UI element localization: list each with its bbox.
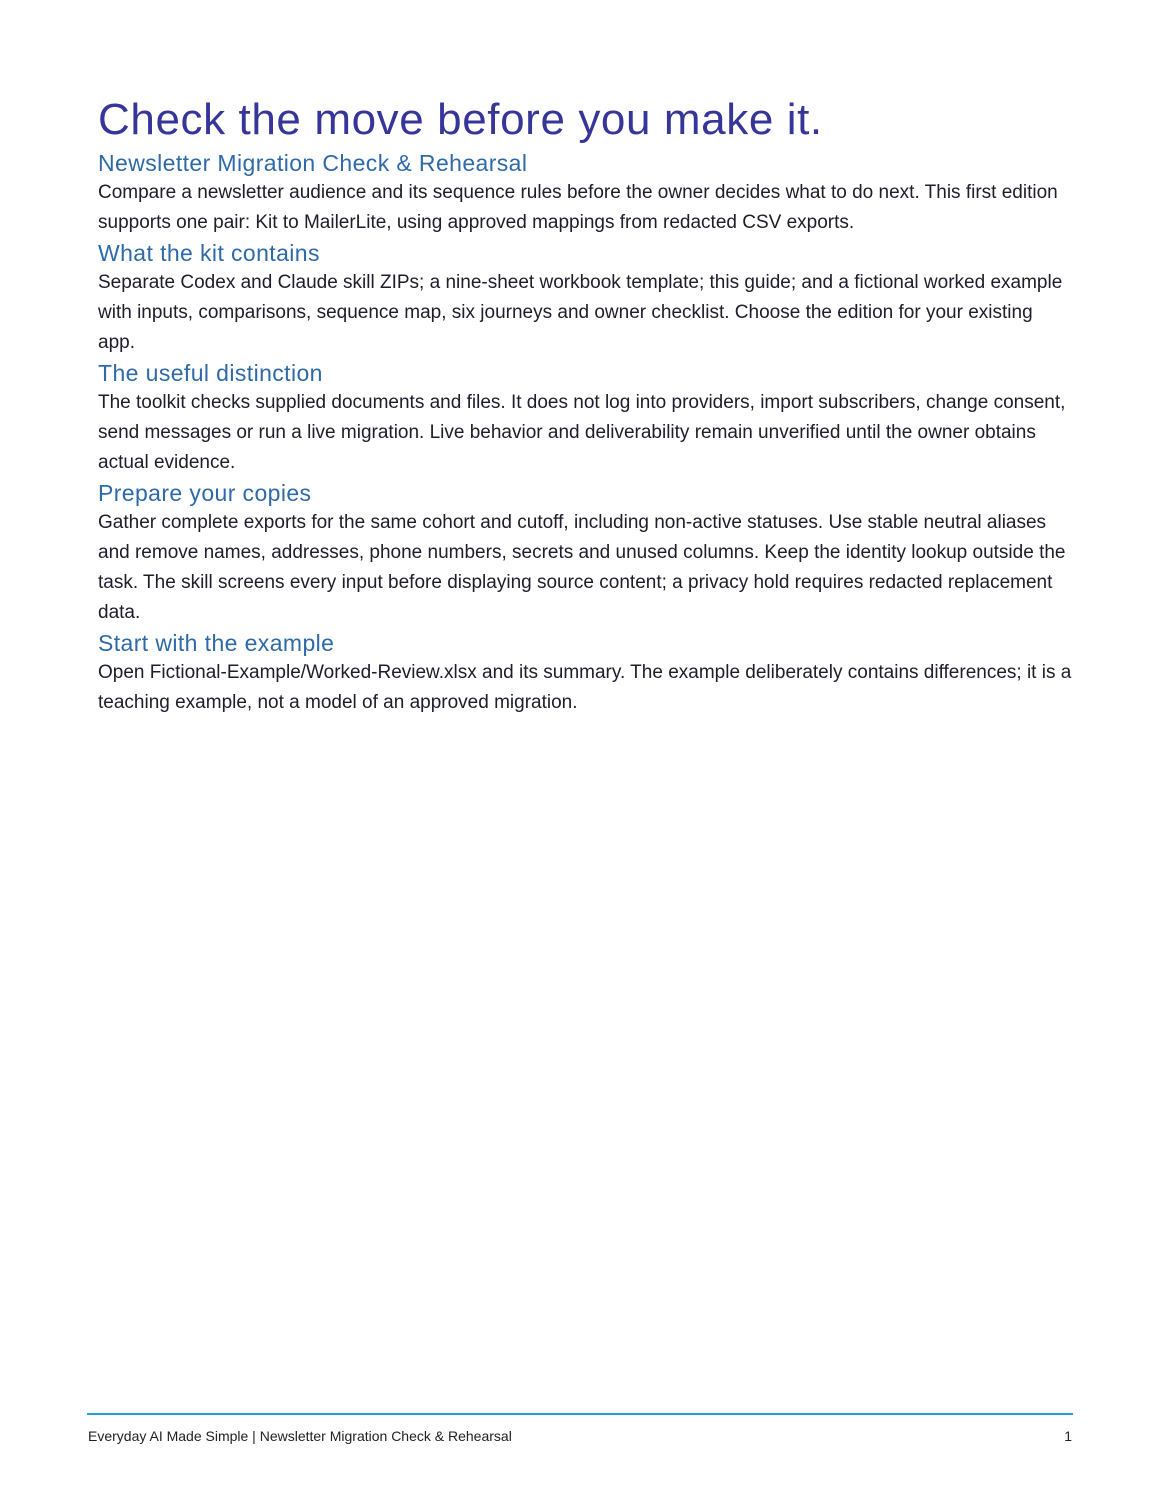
- intro-paragraph: Compare a newsletter audience and its sequence rules before the owner decides what to do next. This first edition supports one pair: Kit to MailerLite, using approved mappings from redacted CSV exports.: [98, 182, 1058, 233]
- section-text-kit-contents: Separate Codex and Claude skill ZIPs; a nine-sheet workbook template; this guide; and a fictional worked example with inputs, comparisons, sequence map, six journeys and owner checklist. Choose the edition for your existing app.: [98, 272, 1063, 353]
- section-text-useful-distinction: The toolkit checks supplied documents and files. It does not log into providers, import subscribers, change consent, send messages or run a live migration. Live behavior and deliverability remain unverified until the owner obtains actual evidence.: [98, 392, 1066, 473]
- page-number: 1: [1064, 1428, 1072, 1444]
- section-heading-kit-contents: What the kit contains: [98, 240, 320, 266]
- section-heading-start-example: Start with the example: [98, 630, 335, 656]
- section-text-prepare-copies: Gather complete exports for the same cohort and cutoff, including non-active statuses. Use stable neutral aliases and remove names, addresses, phone numbers, secrets and unused columns. Keep the identity lookup outside the task. The skill screens every input before displaying source content; a privacy hold requires redacted replacement data.: [98, 512, 1066, 623]
- document-subtitle: Newsletter Migration Check & Rehearsal: [98, 150, 528, 176]
- section-heading-useful-distinction: The useful distinction: [98, 360, 323, 386]
- footer-divider: [87, 1413, 1073, 1415]
- page-title: Check the move before you make it.: [98, 95, 823, 144]
- footer-text: Everyday AI Made Simple | Newsletter Migration Check & Rehearsal: [88, 1428, 512, 1444]
- page-content: [98, 92, 1073, 718]
- section-heading-prepare-copies: Prepare your copies: [98, 480, 312, 506]
- section-text-start-example: Open Fictional-Example/Worked-Review.xlsx and its summary. The example deliberately contains differences; it is a teaching example, not a model of an approved migration.: [98, 662, 1072, 713]
